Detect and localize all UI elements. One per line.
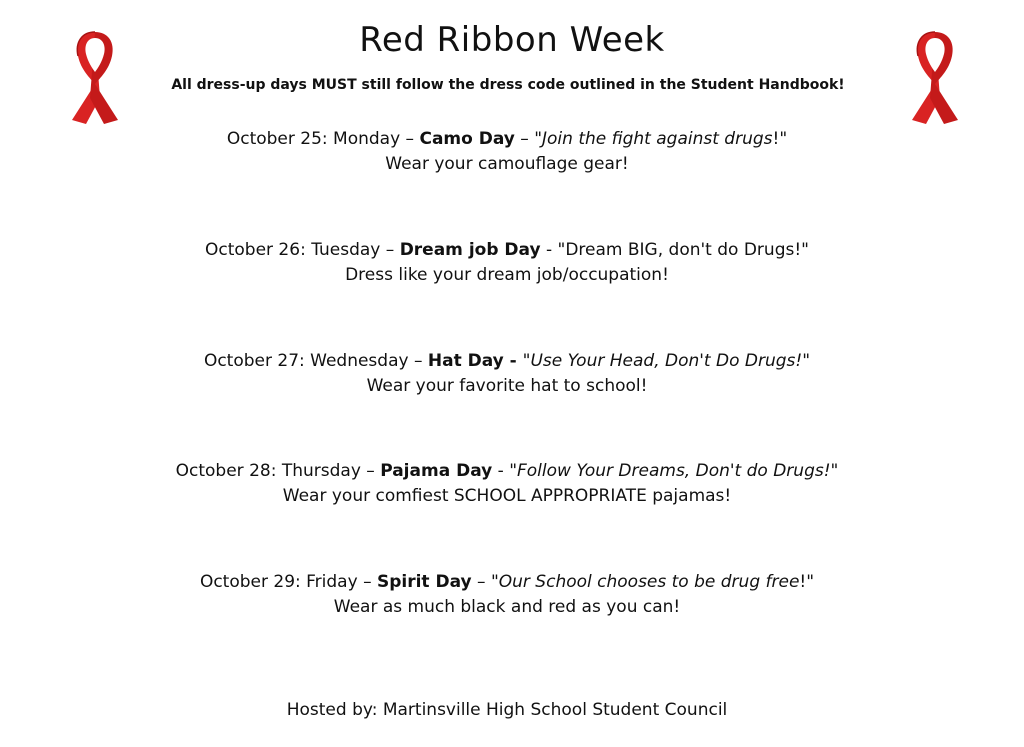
day-heading: October 27: Wednesday – Hat Day - "Use Your Head, Don't Do Drugs!" [203, 351, 811, 371]
day-instruction: Dress like your dream job/occupation! [345, 265, 669, 285]
day-slogan: "Dream BIG, don't do Drugs!" [557, 240, 809, 260]
day-date: October 27: Wednesday [203, 351, 409, 371]
day-entry [0, 459, 1014, 509]
day-theme: Dream job Day [399, 240, 541, 260]
host-credit: Hosted by: Martinsville High School Student Council [286, 700, 728, 720]
day-heading: October 26: Tuesday – Dream job Day - "Dream BIG, don't do Drugs!" [205, 240, 809, 260]
day-heading: October 25: Monday – Camo Day – "Join the fight against drugs!" [226, 129, 788, 149]
day-slogan: "Join the fight against drugs [534, 129, 773, 149]
day-date: October 25: Monday [226, 129, 401, 149]
day-instruction: Wear your camouflage gear! [385, 154, 629, 174]
day-date: October 29: Friday [199, 572, 358, 592]
day-theme: Hat Day [427, 351, 504, 371]
day-date: October 28: Thursday [175, 461, 361, 481]
day-heading: October 28: Thursday – Pajama Day - "Follow Your Dreams, Don't do Drugs!" [175, 461, 839, 481]
day-instruction: Wear your comfiest SCHOOL APPROPRIATE pajamas! [282, 486, 732, 506]
day-slogan: "Use Your Head, Don't Do Drugs!" [522, 351, 811, 371]
day-theme: Camo Day [419, 129, 515, 149]
page-title: Red Ribbon Week [359, 20, 665, 60]
day-date: October 26: Tuesday [205, 240, 381, 260]
day-slogan: "Follow Your Dreams, Don't do Drugs!" [509, 461, 839, 481]
day-heading: October 29: Friday – Spirit Day – "Our School chooses to be drug free!" [199, 572, 815, 592]
day-instruction: Wear your favorite hat to school! [366, 376, 648, 396]
day-entry [0, 570, 1014, 620]
day-slogan: "Our School chooses to be drug free [490, 572, 800, 592]
day-instruction: Wear as much black and red as you can! [333, 597, 681, 617]
day-entry [0, 349, 1014, 399]
day-entry [0, 127, 1014, 177]
day-theme: Pajama Day [380, 461, 493, 481]
dress-code-notice: All dress-up days MUST still follow the dress code outlined in the Student Handbook! [171, 77, 845, 93]
day-entry [0, 238, 1014, 288]
day-theme: Spirit Day [376, 572, 472, 592]
